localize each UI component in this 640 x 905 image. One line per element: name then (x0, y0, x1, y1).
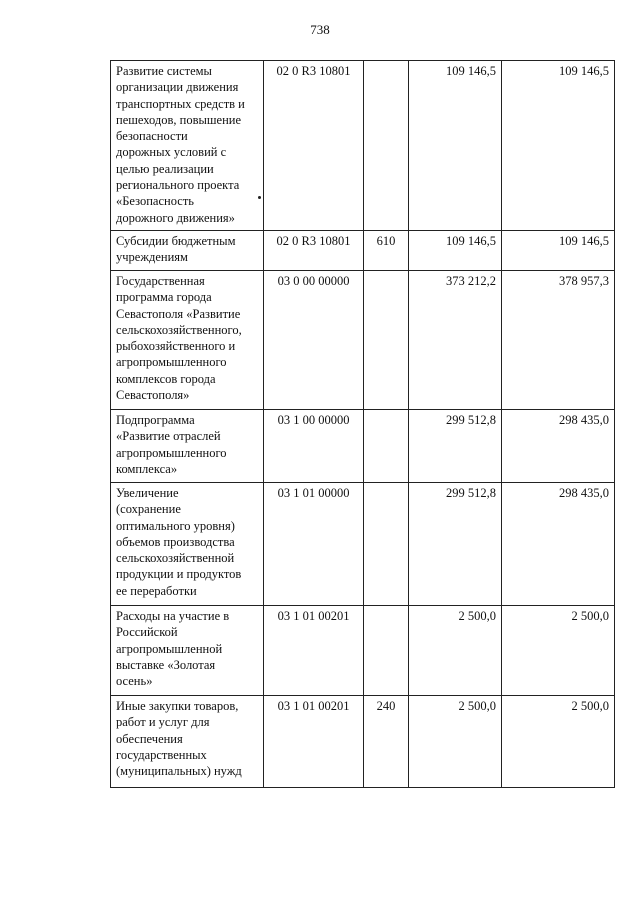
row-amount-1-cell: 109 146,5 (409, 61, 502, 231)
row-code-cell: 03 1 01 00000 (264, 483, 364, 606)
row-amount-1-cell: 109 146,5 (409, 231, 502, 271)
row-expense-type-cell (364, 61, 409, 231)
row-expense-type-cell: 240 (364, 696, 409, 788)
row-amount-1-cell: 2 500,0 (409, 696, 502, 788)
row-amount-2-cell: 109 146,5 (502, 231, 615, 271)
row-amount-1-cell: 299 512,8 (409, 483, 502, 606)
row-name-cell: Иные закупки товаров, работ и услуг для обеспечения государственных (муниципальных) нужд (111, 696, 264, 788)
row-code-cell: 03 0 00 00000 (264, 271, 364, 410)
row-expense-type-cell (364, 271, 409, 410)
row-code-cell: 02 0 R3 10801 (264, 61, 364, 231)
row-code-cell: 03 1 00 00000 (264, 410, 364, 483)
row-code-cell: 02 0 R3 10801 (264, 231, 364, 271)
table-row (111, 231, 615, 271)
table-row (111, 410, 615, 483)
row-expense-type-cell (364, 606, 409, 696)
row-code-cell: 03 1 01 00201 (264, 606, 364, 696)
table-row (111, 61, 615, 231)
table-row (111, 483, 615, 606)
row-code-cell: 03 1 01 00201 (264, 696, 364, 788)
row-amount-2-cell: 298 435,0 (502, 410, 615, 483)
page-number: 738 (310, 22, 330, 37)
row-expense-type-cell (364, 483, 409, 606)
row-amount-1-cell: 373 212,2 (409, 271, 502, 410)
row-amount-2-cell: 378 957,3 (502, 271, 615, 410)
row-name-cell: Субсидии бюджетным учреждениям (111, 231, 264, 271)
row-amount-2-cell: 2 500,0 (502, 606, 615, 696)
row-expense-type-cell (364, 410, 409, 483)
table-row (111, 696, 615, 788)
row-expense-type-cell: 610 (364, 231, 409, 271)
row-amount-2-cell: 109 146,5 (502, 61, 615, 231)
table-row (111, 606, 615, 696)
row-name-cell: Подпрограмма «Развитие отраслей агропромышленного комплекса» (111, 410, 264, 483)
row-amount-2-cell: 2 500,0 (502, 696, 615, 788)
row-name-cell: Развитие системы организации движения транспортных средств и пешеходов, повышение безопасности дорожных условий с целью реализации регионального проекта «Безопасность дорожного движения» (111, 61, 264, 231)
row-amount-2-cell: 298 435,0 (502, 483, 615, 606)
row-name-cell: Увеличение (сохранение оптимального уровня) объемов производства сельскохозяйственной продукции и продуктов ее переработки (111, 483, 264, 606)
row-amount-1-cell: 2 500,0 (409, 606, 502, 696)
row-amount-1-cell: 299 512,8 (409, 410, 502, 483)
budget-table (110, 60, 615, 788)
row-name-cell: Расходы на участие в Российской агропромышленной выставке «Золотая осень» (111, 606, 264, 696)
table-row (111, 271, 615, 410)
row-name-cell: Государственная программа города Севастополя «Развитие сельскохозяйственного, рыбохозяйственного и агропромышленного комплексов города Севастополя» (111, 271, 264, 410)
